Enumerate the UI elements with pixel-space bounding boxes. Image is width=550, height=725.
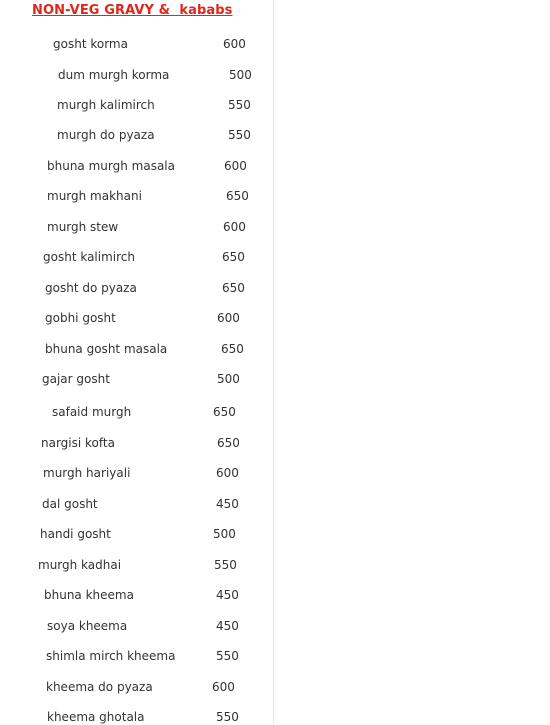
menu-item-name: dal gosht — [42, 497, 98, 511]
menu-item-price: 600 — [212, 680, 235, 694]
menu-item-name: soya kheema — [47, 619, 128, 633]
menu-item-price: 550 — [214, 558, 237, 572]
menu-item-name: bhuna murgh masala — [47, 159, 175, 173]
menu-item-name: murgh kadhai — [38, 558, 122, 572]
menu-item-name: safaid murgh — [52, 405, 132, 419]
menu-item-price: 500 — [217, 372, 240, 386]
menu-item-price: 450 — [216, 588, 239, 602]
menu-item-name: murgh makhani — [47, 189, 142, 203]
menu-item-price: 600 — [217, 311, 240, 325]
menu-item-price: 600 — [216, 466, 239, 480]
menu-item-name: bhuna gosht masala — [45, 342, 168, 356]
menu-item-name: murgh stew — [47, 220, 119, 234]
menu-item-price: 650 — [222, 281, 245, 295]
menu-item-price: 600 — [223, 220, 246, 234]
menu-item-name: murgh kalimirch — [57, 98, 155, 112]
menu-item-price: 650 — [221, 342, 244, 356]
menu-item-price: 650 — [217, 436, 240, 450]
menu-item-name: bhuna kheema — [44, 588, 134, 602]
menu-item-name: dum murgh korma — [58, 68, 170, 82]
menu-item-price: 550 — [216, 649, 239, 663]
menu-item-price: 600 — [223, 37, 246, 51]
menu-item-price: 500 — [229, 68, 252, 82]
menu-item-price: 450 — [216, 497, 239, 511]
menu-item-name: gobhi gosht — [45, 311, 116, 325]
menu-item-price: 650 — [213, 405, 236, 419]
section-heading: NON-VEG GRAVY & kababs — [32, 3, 233, 18]
column-divider — [273, 0, 274, 725]
menu-item-price: 650 — [222, 250, 245, 264]
menu-item-price: 500 — [213, 527, 236, 541]
menu-item-price: 650 — [226, 189, 249, 203]
menu-item-price: 550 — [228, 98, 251, 112]
menu-item-name: nargisi kofta — [41, 436, 115, 450]
menu-item-name: gosht korma — [53, 37, 128, 51]
menu-item-price: 550 — [216, 710, 239, 724]
menu-item-name: kheema do pyaza — [46, 680, 153, 694]
menu-item-price: 550 — [228, 128, 251, 142]
menu-item-price: 450 — [216, 619, 239, 633]
menu-item-name: gosht do pyaza — [45, 281, 137, 295]
menu-item-name: shimla mirch kheema — [46, 649, 176, 663]
menu-item-price: 600 — [224, 159, 247, 173]
menu-item-name: handi gosht — [40, 527, 111, 541]
menu-item-name: murgh do pyaza — [57, 128, 155, 142]
menu-item-name: murgh hariyali — [43, 466, 131, 480]
menu-item-name: gajar gosht — [42, 372, 110, 386]
menu-item-name: kheema ghotala — [47, 710, 145, 724]
menu-item-name: gosht kalimirch — [43, 250, 135, 264]
